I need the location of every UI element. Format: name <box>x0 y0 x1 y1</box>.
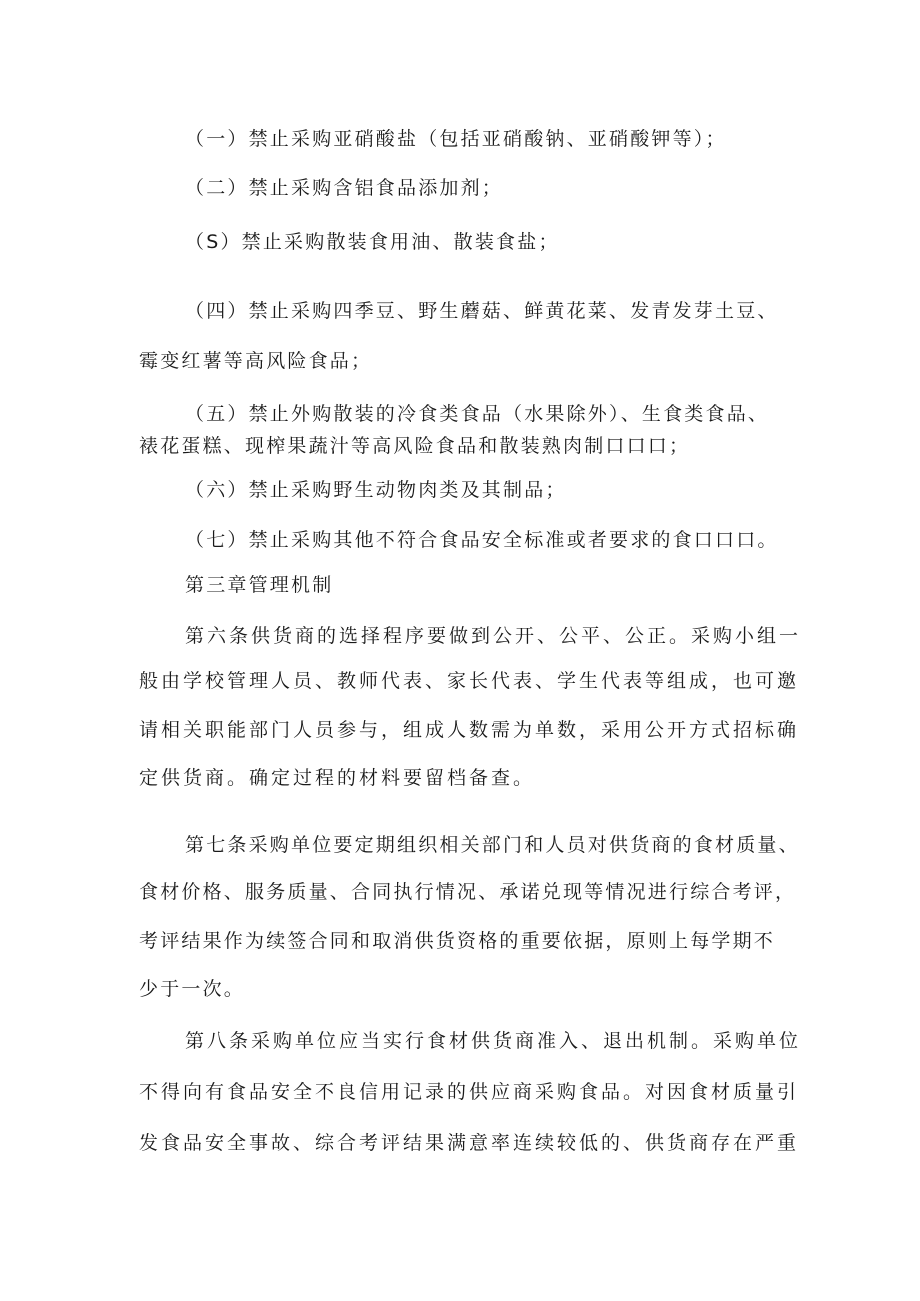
item-6: （六）禁止采购野生动物肉类及其制品； <box>185 479 567 501</box>
article-6-line-4: 定供货商。确定过程的材料要留档备查。 <box>139 767 536 789</box>
article-6-line-1: 第六条供货商的选择程序要做到公开、公平、公正。采购小组一 <box>185 625 802 647</box>
item-3: （S）禁止采购散装食用油、散装食盐； <box>185 231 560 253</box>
article-7-line-2: 食材价格、服务质量、合同执行情况、承诺兑现等情况进行综合考评， <box>139 881 797 903</box>
item-4-line-1: （四）禁止采购四季豆、野生蘑菇、鲜黄花菜、发青发芽土豆、 <box>185 300 779 322</box>
article-6-line-3: 请相关职能部门人员参与，组成人数需为单数，采用公开方式招标确 <box>139 719 800 741</box>
chapter-heading: 第三章管理机制 <box>185 574 334 596</box>
item-4-line-2: 霉变红薯等高风险食品； <box>139 350 373 372</box>
article-6-line-2: 般由学校管理人员、教师代表、家长代表、学生代表等组成，也可邀 <box>139 670 800 692</box>
article-7-line-1: 第七条采购单位要定期组织相关部门和人员对供货商的食材质量、 <box>185 834 800 856</box>
article-8-line-1: 第八条采购单位应当实行食材供货商准入、退出机制。采购单位 <box>185 1030 802 1052</box>
article-7-line-4: 少于一次。 <box>139 978 246 1000</box>
item-2: （二）禁止采购含铝食品添加剂； <box>185 177 504 199</box>
item-5-line-1: （五）禁止外购散装的冷食类食品（水果除外）、生食类食品、 <box>185 403 770 425</box>
article-8-line-3: 发食品安全事故、综合考评结果满意率连续较低的、供货商存在严重 <box>139 1132 800 1154</box>
item-5-line-2: 裱花蛋糕、现榨果蔬汁等高风险食品和散装熟肉制口口口； <box>139 435 691 457</box>
article-8-line-2: 不得向有食品安全不良信用记录的供应商采购食品。对因食材质量引 <box>139 1081 800 1103</box>
item-7: （七）禁止采购其他不符合食品安全标准或者要求的食口口口。 <box>185 529 779 551</box>
article-7-line-3: 考评结果作为续签合同和取消供货资格的重要依据，原则上每学期不 <box>139 930 776 952</box>
item-1: （一）禁止采购亚硝酸盐（包括亚硝酸钠、亚硝酸钾等）； <box>185 128 727 150</box>
